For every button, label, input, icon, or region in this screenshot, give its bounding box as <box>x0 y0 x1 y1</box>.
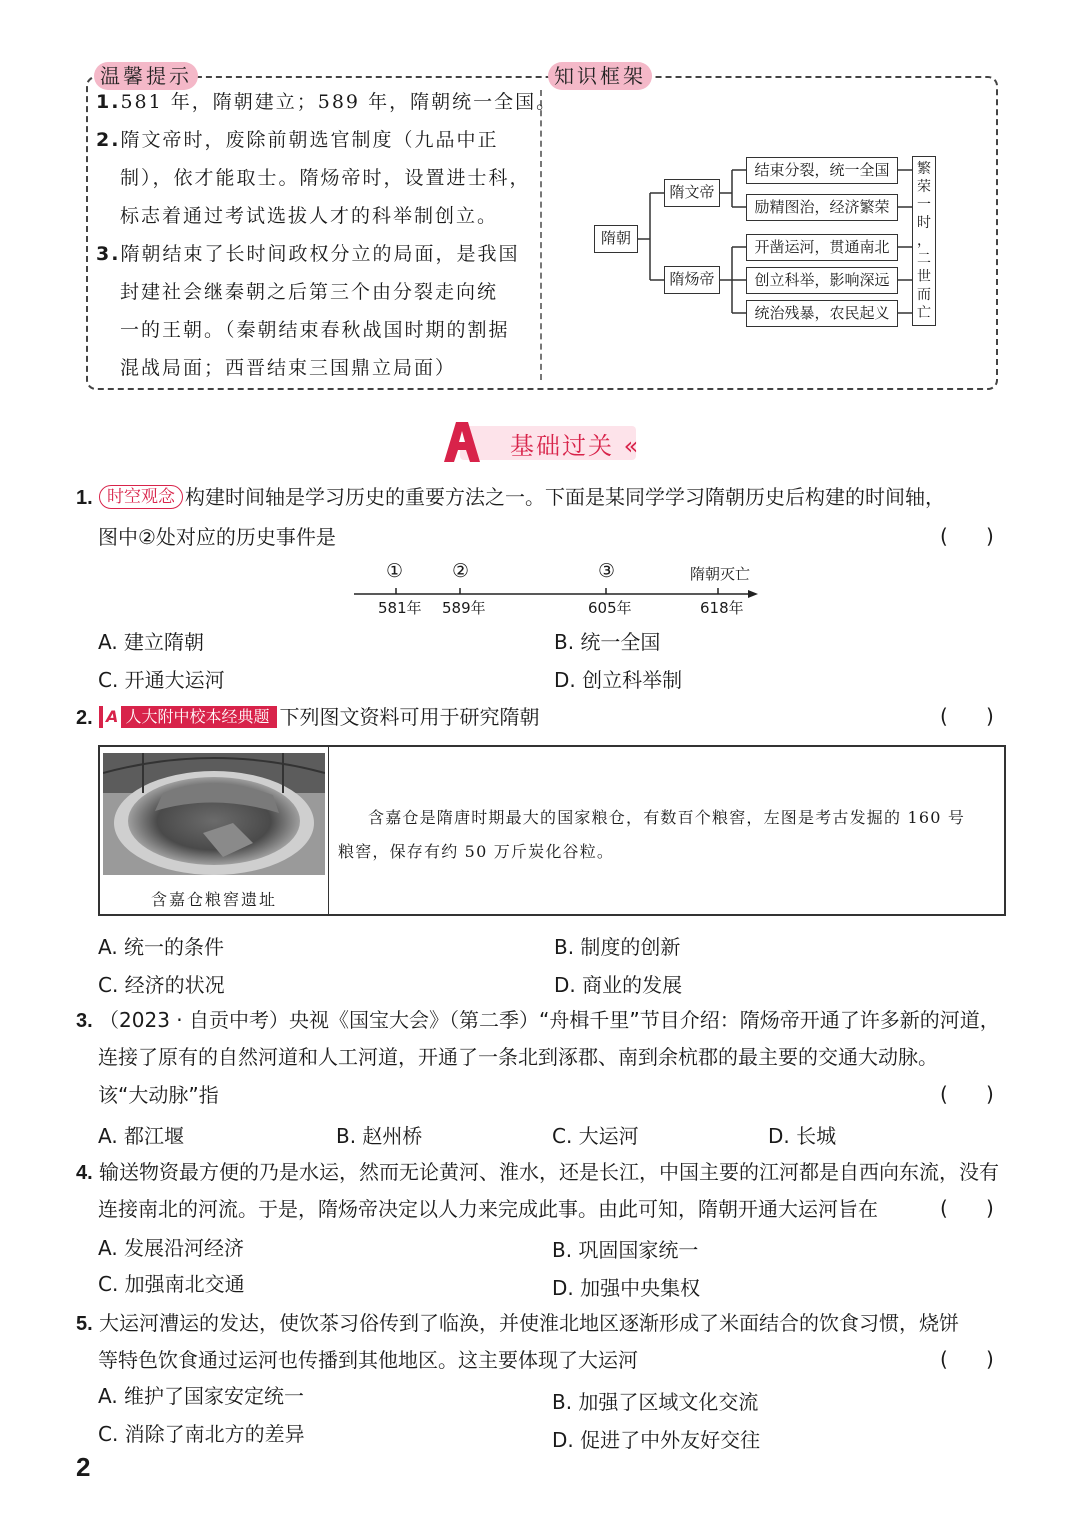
option-d[interactable]: D. 长城 <box>768 1124 837 1148</box>
answer-blank[interactable]: ( ) <box>940 1082 994 1106</box>
option-c[interactable]: C. 加强南北交通 <box>98 1272 245 1296</box>
question-4: 4. 输送物资最方便的乃是水运，然而无论黄河、淮水，还是长江，中国主要的江河都是自西向东流，没有 <box>76 1160 1000 1184</box>
tip-item-1: 1.581 年，隋朝建立；589 年，隋朝统一全国。 <box>96 91 558 113</box>
question-5-line-2: 等特色饮食通过运河也传播到其他地区。这主要体现了大运河 <box>98 1348 638 1372</box>
timeline-mark-2: ② <box>452 560 470 582</box>
option-c[interactable]: C. 经济的状况 <box>98 973 225 997</box>
framework-leaf: 统治残暴，农民起义 <box>746 300 898 327</box>
option-c[interactable]: C. 消除了南北方的差异 <box>98 1422 305 1446</box>
option-d[interactable]: D. 加强中央集权 <box>552 1276 701 1300</box>
timeline-mark-3: ③ <box>598 560 616 582</box>
framework-leaf: 创立科举，影响深远 <box>746 267 898 294</box>
timeline-year: 618年 <box>700 599 744 617</box>
tag-classic-question: A 人大附中校本经典题 <box>99 706 277 728</box>
material-table-divider <box>328 747 329 914</box>
tip-item-3: 3.隋朝结束了长时间政权分立的局面，是我国 <box>96 243 520 265</box>
option-a[interactable]: A. 发展沿河经济 <box>98 1236 245 1260</box>
section-title-text: 基础过关 « <box>510 432 641 460</box>
section-title <box>440 420 641 464</box>
option-b[interactable]: B. 制度的创新 <box>554 935 681 959</box>
question-3-line-2: 连接了原有的自然河道和人工河道，开通了一条北到涿郡、南到余杭郡的最主要的交通大动脉。 <box>98 1045 938 1069</box>
question-3: 3. （2023 · 自贡中考）央视《国宝大会》（第二季）“舟楫千里”节目介绍：隋炀帝开通了许多新的河道， <box>76 1008 1000 1032</box>
question-5: 5. 大运河漕运的发达，使饮茶习俗传到了临涣，并使淮北地区逐渐形成了米面结合的饮食习惯，烧饼 <box>76 1311 960 1335</box>
option-b[interactable]: B. 加强了区域文化交流 <box>552 1390 759 1414</box>
timeline-event-label: 隋朝灭亡 <box>690 565 751 583</box>
tip-item-3-line-2: 封建社会继秦朝之后第三个由分裂走向统 <box>120 281 499 303</box>
option-c[interactable]: C. 开通大运河 <box>98 668 225 692</box>
answer-blank[interactable]: ( ) <box>940 1347 994 1371</box>
question-3-line-3: 该“大动脉”指 <box>98 1083 219 1107</box>
framework-leaf: 结束分裂，统一全国 <box>746 157 898 184</box>
answer-blank[interactable]: ( ) <box>940 1196 994 1220</box>
tag-time-space: 时空观念 <box>99 485 183 509</box>
tip-item-3-line-4: 混战局面；西晋结束三国鼎立局面） <box>120 357 457 379</box>
timeline-year: 589年 <box>442 599 486 617</box>
tip-item-2: 2.隋文帝时，废除前朝选官制度（九品中正 <box>96 129 499 151</box>
framework-yangdi: 隋炀帝 <box>664 266 720 294</box>
material-text-line-2: 粮窖，保存有约 50 万斤炭化谷粒。 <box>338 842 615 861</box>
option-b[interactable]: B. 赵州桥 <box>336 1124 423 1148</box>
section-a-icon <box>440 420 480 464</box>
option-d[interactable]: D. 创立科举制 <box>554 668 683 692</box>
material-text-line-1: 含嘉仓是隋唐时期最大的国家粮仓，有数百个粮窖，左图是考古发掘的 160 号 <box>368 808 966 827</box>
framework-leaf: 开凿运河，贯通南北 <box>746 234 898 261</box>
framework-wendi: 隋文帝 <box>664 179 720 207</box>
framework-summary: 繁 荣 一 时 ， 二 世 而 亡 <box>912 156 936 326</box>
option-a[interactable]: A. 都江堰 <box>98 1124 185 1148</box>
tips-label: 温馨提示 <box>94 62 198 90</box>
question-2: 2. A 人大附中校本经典题 下列图文资料可用于研究隋朝 <box>76 705 540 729</box>
option-a[interactable]: A. 维护了国家安定统一 <box>98 1384 305 1408</box>
answer-blank[interactable]: ( ) <box>940 524 994 548</box>
framework-leaf: 励精图治，经济繁荣 <box>746 194 898 221</box>
tip-item-2-line-2: 制），依才能取士。隋炀帝时，设置进士科， <box>120 167 531 189</box>
timeline-year: 581年 <box>378 599 422 617</box>
granary-pit-photo <box>103 753 325 875</box>
timeline-year: 605年 <box>588 599 632 617</box>
option-c[interactable]: C. 大运河 <box>552 1124 639 1148</box>
option-b[interactable]: B. 统一全国 <box>554 630 661 654</box>
option-a[interactable]: A. 统一的条件 <box>98 935 225 959</box>
option-b[interactable]: B. 巩固国家统一 <box>552 1238 699 1262</box>
question-1-line-2: 图中②处对应的历史事件是 <box>98 525 336 549</box>
answer-blank[interactable]: ( ) <box>940 704 994 728</box>
tip-item-3-line-3: 一的王朝。（秦朝结束春秋战国时期的割据 <box>120 319 510 341</box>
page-number: 2 <box>76 1452 91 1482</box>
option-d[interactable]: D. 商业的发展 <box>554 973 683 997</box>
option-d[interactable]: D. 促进了中外友好交往 <box>552 1428 761 1452</box>
framework-root: 隋朝 <box>594 225 638 253</box>
question-4-line-2: 连接南北的河流。于是，隋炀帝决定以人力来完成此事。由此可知，隋朝开通大运河旨在 <box>98 1197 878 1221</box>
photo-caption: 含嘉仓粮窖遗址 <box>150 890 277 909</box>
question-1: 1. 时空观念 构建时间轴是学习历史的重要方法之一。下面是某同学学习隋朝历史后构建的时间轴， <box>76 485 946 509</box>
material-table <box>98 745 1006 916</box>
timeline-mark-1: ① <box>386 560 404 582</box>
option-a[interactable]: A. 建立隋朝 <box>98 630 205 654</box>
tip-item-2-line-3: 标志着通过考试选拔人才的科举制创立。 <box>120 205 499 227</box>
framework-label: 知识框架 <box>548 62 652 90</box>
